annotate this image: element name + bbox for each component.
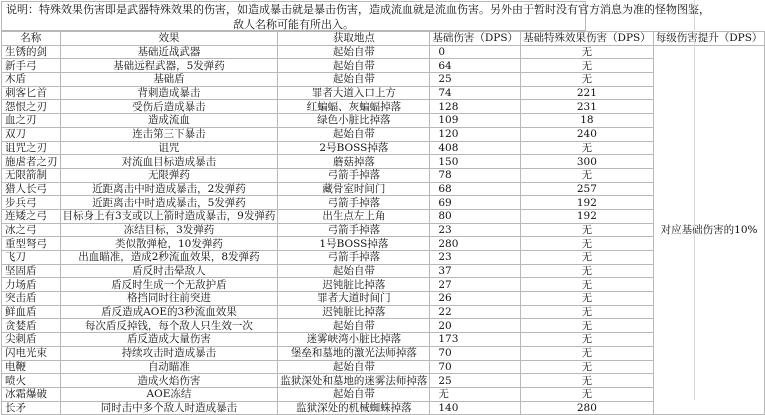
special-damage-cell: 221 — [521, 86, 654, 100]
weapon-name-cell: 生锈的剑 — [2, 45, 61, 59]
weapon-name-cell: 闪电光束 — [2, 346, 61, 360]
table-row — [2, 401, 765, 415]
table-row — [2, 73, 765, 87]
special-damage-cell: 无 — [521, 305, 654, 319]
column-header: 获取地点 — [278, 32, 430, 46]
effect-cell: 盾反时生成一个无敌护盾 — [60, 278, 278, 292]
base-damage-cell: 23 — [430, 251, 521, 265]
source-cell: 出生点左上角 — [278, 209, 430, 223]
special-damage-cell: 无 — [521, 223, 654, 237]
weapon-name-cell: 新手弓 — [2, 59, 61, 73]
special-damage-cell: 无 — [521, 387, 654, 401]
source-cell: 起始自带 — [278, 387, 430, 401]
weapon-name-cell: 长矛 — [2, 401, 61, 415]
weapon-name-cell: 步兵弓 — [2, 196, 61, 210]
effect-cell: 基础盾 — [60, 73, 278, 87]
header-row — [2, 32, 765, 46]
base-damage-cell: 70 — [430, 360, 521, 374]
special-damage-cell: 240 — [521, 127, 654, 141]
base-damage-cell: 80 — [430, 209, 521, 223]
table-row — [2, 168, 765, 182]
special-damage-cell: 无 — [521, 319, 654, 333]
column-header: 名称 — [2, 32, 61, 46]
weapon-name-cell: 贪婪盾 — [2, 319, 61, 333]
special-damage-cell: 18 — [521, 114, 654, 128]
description-note — [1, 1, 710, 31]
effect-cell: 基础远程武器，5发弹药 — [60, 59, 278, 73]
table-row — [2, 209, 765, 223]
effect-cell: 冻结目标，3发弹药 — [60, 223, 278, 237]
base-damage-cell: 27 — [430, 278, 521, 292]
effect-cell: 连击第三下暴击 — [60, 127, 278, 141]
source-cell: 蘑菇掉落 — [278, 155, 430, 169]
table-row — [2, 127, 765, 141]
table-row — [2, 387, 765, 401]
base-damage-cell: 140 — [430, 401, 521, 415]
base-damage-cell: 408 — [430, 141, 521, 155]
weapon-name-cell: 猎人长弓 — [2, 182, 61, 196]
source-cell: 起始自带 — [278, 73, 430, 87]
special-damage-cell: 无 — [521, 333, 654, 347]
weapon-name-cell: 双刀 — [2, 127, 61, 141]
table-row — [2, 360, 765, 374]
special-damage-cell: 无 — [521, 346, 654, 360]
column-header: 效果 — [60, 32, 278, 46]
base-damage-cell: 无 — [430, 387, 521, 401]
source-cell: 罪者大道时间门 — [278, 292, 430, 306]
base-damage-cell: 22 — [430, 305, 521, 319]
base-damage-cell: 109 — [430, 114, 521, 128]
column-header: 每级伤害提升（DPS） — [653, 32, 765, 46]
effect-cell: 同时击中多个敌人时造成暴击 — [60, 401, 278, 415]
base-damage-cell: 78 — [430, 168, 521, 182]
weapon-name-cell: 施虐者之刃 — [2, 155, 61, 169]
weapon-name-cell: 冰之弓 — [2, 223, 61, 237]
base-damage-cell: 37 — [430, 264, 521, 278]
base-damage-cell: 173 — [430, 333, 521, 347]
base-damage-cell: 25 — [430, 73, 521, 87]
base-damage-cell: 26 — [430, 292, 521, 306]
special-damage-cell: 257 — [521, 182, 654, 196]
source-cell: 2号BOSS掉落 — [278, 141, 430, 155]
base-damage-cell: 0 — [430, 45, 521, 59]
special-damage-cell: 无 — [521, 278, 654, 292]
source-cell: 迟钝脏比掉落 — [278, 305, 430, 319]
special-damage-cell: 无 — [521, 59, 654, 73]
weapon-name-cell: 鲜血盾 — [2, 305, 61, 319]
table-row — [2, 86, 765, 100]
source-cell: 起始自带 — [278, 127, 430, 141]
effect-cell: 盾反时击晕敌人 — [60, 264, 278, 278]
table-row — [2, 278, 765, 292]
source-cell: 起始自带 — [278, 319, 430, 333]
effect-cell: 诅咒 — [60, 141, 278, 155]
base-damage-cell: 20 — [430, 319, 521, 333]
weapon-name-cell: 力场盾 — [2, 278, 61, 292]
special-damage-cell: 无 — [521, 237, 654, 251]
weapon-name-cell: 坚固盾 — [2, 264, 61, 278]
effect-cell: 受伤后造成暴击 — [60, 100, 278, 114]
base-damage-cell: 69 — [430, 196, 521, 210]
effect-cell: 盾反造成AOE的3秒流血效果 — [60, 305, 278, 319]
table-row — [2, 305, 765, 319]
special-damage-cell: 无 — [521, 374, 654, 388]
special-damage-cell: 280 — [521, 401, 654, 415]
source-cell: 罪者大道入口上方 — [278, 86, 430, 100]
weapon-name-cell: 电鞭 — [2, 360, 61, 374]
effect-cell: 持续攻击时造成暴击 — [60, 346, 278, 360]
base-damage-cell: 128 — [430, 100, 521, 114]
special-damage-cell: 无 — [521, 292, 654, 306]
effect-cell: AOE冻结 — [60, 387, 278, 401]
table-row — [2, 59, 765, 73]
effect-cell: 盾反造成大量伤害 — [60, 333, 278, 347]
base-damage-cell: 74 — [430, 86, 521, 100]
table-row — [2, 141, 765, 155]
source-cell: 红蝙蝠、灰蝙蝠掉落 — [278, 100, 430, 114]
special-damage-cell: 无 — [521, 45, 654, 59]
level-scaling-cell: 对应基础伤害的10% — [653, 45, 765, 415]
source-cell: 藏骨室时间门 — [278, 182, 430, 196]
special-damage-cell: 231 — [521, 100, 654, 114]
effect-cell: 目标身上有3支或以上箭时造成暴击，9发弹药 — [60, 209, 278, 223]
source-cell: 监狱深处的机械蜘蛛掉落 — [278, 401, 430, 415]
effect-cell: 造成流血 — [60, 114, 278, 128]
table-row — [2, 182, 765, 196]
table-row — [2, 319, 765, 333]
weapon-table — [1, 31, 765, 415]
source-cell: 迷雾峡湾小脏比掉落 — [278, 333, 430, 347]
weapon-name-cell: 木盾 — [2, 73, 61, 87]
table-row — [2, 196, 765, 210]
special-damage-cell: 192 — [521, 196, 654, 210]
table-row — [2, 45, 765, 59]
source-cell: 迟钝脏比掉落 — [278, 278, 430, 292]
sheet-gridline — [694, 0, 695, 400]
effect-cell: 格挡同时往前突进 — [60, 292, 278, 306]
table-row — [2, 114, 765, 128]
table-row — [2, 100, 765, 114]
weapon-name-cell: 血之刃 — [2, 114, 61, 128]
base-damage-cell: 70 — [430, 346, 521, 360]
base-damage-cell: 23 — [430, 223, 521, 237]
effect-cell: 自动瞄准 — [60, 360, 278, 374]
special-damage-cell: 无 — [521, 251, 654, 265]
effect-cell: 背刺造成暴击 — [60, 86, 278, 100]
weapon-name-cell: 突击盾 — [2, 292, 61, 306]
base-damage-cell: 68 — [430, 182, 521, 196]
source-cell: 弓箭手掉落 — [278, 251, 430, 265]
special-damage-cell: 无 — [521, 264, 654, 278]
weapon-name-cell: 怨恨之刃 — [2, 100, 61, 114]
base-damage-cell: 120 — [430, 127, 521, 141]
table-row — [2, 374, 765, 388]
weapon-name-cell: 诅咒之刃 — [2, 141, 61, 155]
table-row — [2, 333, 765, 347]
table-row — [2, 292, 765, 306]
weapon-name-cell: 飞刀 — [2, 251, 61, 265]
weapon-name-cell: 重型弩弓 — [2, 237, 61, 251]
table-row — [2, 155, 765, 169]
effect-cell: 近距离击中时造成暴击，2发弹药 — [60, 182, 278, 196]
base-damage-cell: 280 — [430, 237, 521, 251]
source-cell: 1号BOSS掉落 — [278, 237, 430, 251]
effect-cell: 基础近战武器 — [60, 45, 278, 59]
column-header: 基础伤害（DPS） — [430, 32, 521, 46]
base-damage-cell: 150 — [430, 155, 521, 169]
column-header: 基础特殊效果伤害（DPS） — [521, 32, 654, 46]
effect-cell: 每次盾反掉钱，每个敌人只生效一次 — [60, 319, 278, 333]
effect-cell: 出血瞄准，造成2秒流血效果，8发弹药 — [60, 251, 278, 265]
source-cell: 起始自带 — [278, 360, 430, 374]
weapon-name-cell: 无限箭制 — [2, 168, 61, 182]
base-damage-cell: 25 — [430, 374, 521, 388]
effect-cell: 类似散弹枪，10发弹药 — [60, 237, 278, 251]
table-row — [2, 223, 765, 237]
source-cell: 弓箭手掉落 — [278, 196, 430, 210]
effect-cell: 对流血目标造成暴击 — [60, 155, 278, 169]
source-cell: 起始自带 — [278, 45, 430, 59]
special-damage-cell: 300 — [521, 155, 654, 169]
table-row — [2, 251, 765, 265]
effect-cell: 造成火焰伤害 — [60, 374, 278, 388]
special-damage-cell: 无 — [521, 168, 654, 182]
source-cell: 堡垒和墓地的激光法师掉落 — [278, 346, 430, 360]
weapon-name-cell: 冰霜爆破 — [2, 387, 61, 401]
source-cell: 弓箭手掉落 — [278, 168, 430, 182]
special-damage-cell: 192 — [521, 209, 654, 223]
source-cell: 起始自带 — [278, 59, 430, 73]
source-cell: 弓箭手掉落 — [278, 223, 430, 237]
note-line-1: 说明：特殊效果伤害即是武器特殊效果的伤害，如造成暴击就是暴击伤害，造成流血就是流血伤害。另外由于暂时没有官方消息为准的怪物图鉴， — [6, 3, 710, 16]
table-row — [2, 264, 765, 278]
special-damage-cell: 无 — [521, 360, 654, 374]
source-cell: 监狱深处和墓地的迷雾法师掉落 — [278, 374, 430, 388]
special-damage-cell: 无 — [521, 73, 654, 87]
note-line-2: 敌人名称可能有所出入。 — [233, 18, 354, 31]
base-damage-cell: 64 — [430, 59, 521, 73]
table-row — [2, 346, 765, 360]
weapon-name-cell: 尖刺盾 — [2, 333, 61, 347]
weapon-name-cell: 喷火 — [2, 374, 61, 388]
weapon-name-cell: 连矮之弓 — [2, 209, 61, 223]
weapon-name-cell: 刺客匕首 — [2, 86, 61, 100]
effect-cell: 近距离击中时造成暴击，5发弹药 — [60, 196, 278, 210]
source-cell: 绿色小脏比掉落 — [278, 114, 430, 128]
special-damage-cell: 无 — [521, 141, 654, 155]
table-row — [2, 237, 765, 251]
source-cell: 起始自带 — [278, 264, 430, 278]
effect-cell: 无限弹药 — [60, 168, 278, 182]
